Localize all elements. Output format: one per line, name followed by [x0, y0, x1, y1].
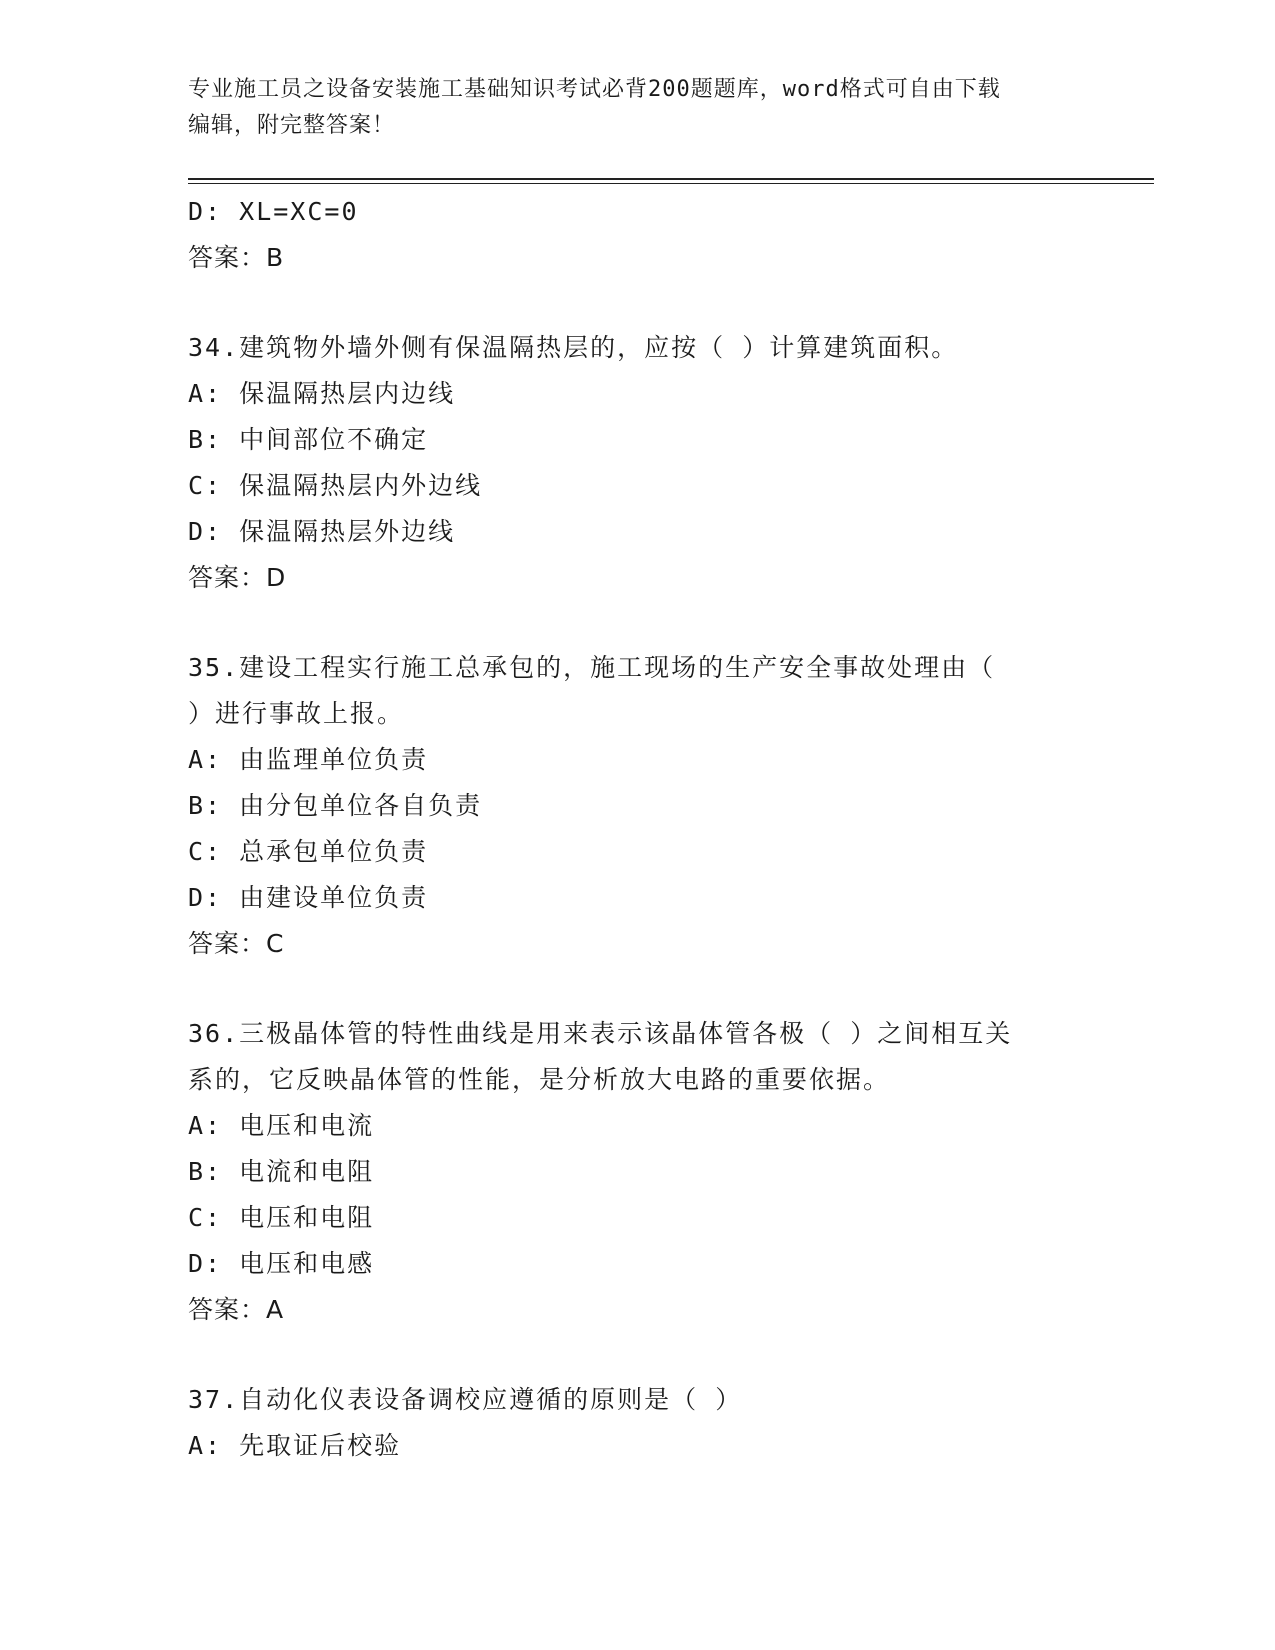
spacer — [188, 967, 1088, 1011]
question-content — [188, 189, 1088, 1469]
question-stem-continued: 系的，它反映晶体管的性能，是分析放大电路的重要依据。 — [188, 1065, 891, 1094]
header-divider-thick — [188, 178, 1154, 180]
answer-line: 答案：D — [188, 563, 287, 592]
answer-line: 答案：C — [188, 929, 285, 958]
option-b: B: 电流和电阻 — [188, 1157, 375, 1186]
question-stem: 34.建筑物外墙外侧有保温隔热层的，应按（ ）计算建筑面积。 — [188, 333, 959, 362]
option-a: A: 由监理单位负责 — [188, 745, 429, 774]
header-divider-thin — [188, 183, 1154, 184]
option-b: B: 由分包单位各自负责 — [188, 791, 483, 820]
question-block — [188, 325, 1088, 601]
question-stem-continued: ）进行事故上报。 — [188, 699, 405, 728]
answer-line: 答案：B — [188, 243, 285, 272]
option-c: C: 保温隔热层内外边线 — [188, 471, 483, 500]
option-a: A: 保温隔热层内边线 — [188, 379, 456, 408]
option-a: A: 电压和电流 — [188, 1111, 375, 1140]
option-d: D: 保温隔热层外边线 — [188, 517, 456, 546]
option-b: B: 中间部位不确定 — [188, 425, 429, 454]
spacer — [188, 1333, 1088, 1377]
question-stem: 36.三极晶体管的特性曲线是用来表示该晶体管各极（ ）之间相互关 — [188, 1019, 1013, 1048]
answer-line: 答案：A — [188, 1295, 285, 1324]
question-block — [188, 1011, 1088, 1333]
spacer — [188, 281, 1088, 325]
question-block — [188, 645, 1088, 967]
option-d: D: XL=XC=0 — [188, 197, 359, 226]
header-line-2: 编辑，附完整答案！ — [188, 113, 396, 138]
spacer — [188, 601, 1088, 645]
option-a: A: 先取证后校验 — [188, 1431, 402, 1460]
question-stem: 37.自动化仪表设备调校应遵循的原则是（ ） — [188, 1385, 743, 1414]
option-d: D: 由建设单位负责 — [188, 883, 429, 912]
option-c: C: 总承包单位负责 — [188, 837, 429, 866]
document-header — [188, 72, 1088, 144]
question-stem: 35.建设工程实行施工总承包的，施工现场的生产安全事故处理由（ — [188, 653, 996, 682]
question-block — [188, 1377, 1088, 1469]
header-line-1: 专业施工员之设备安装施工基础知识考试必背200题题库，word格式可自由下载 — [188, 77, 1001, 102]
option-c: C: 电压和电阻 — [188, 1203, 375, 1232]
option-d: D: 电压和电感 — [188, 1249, 375, 1278]
